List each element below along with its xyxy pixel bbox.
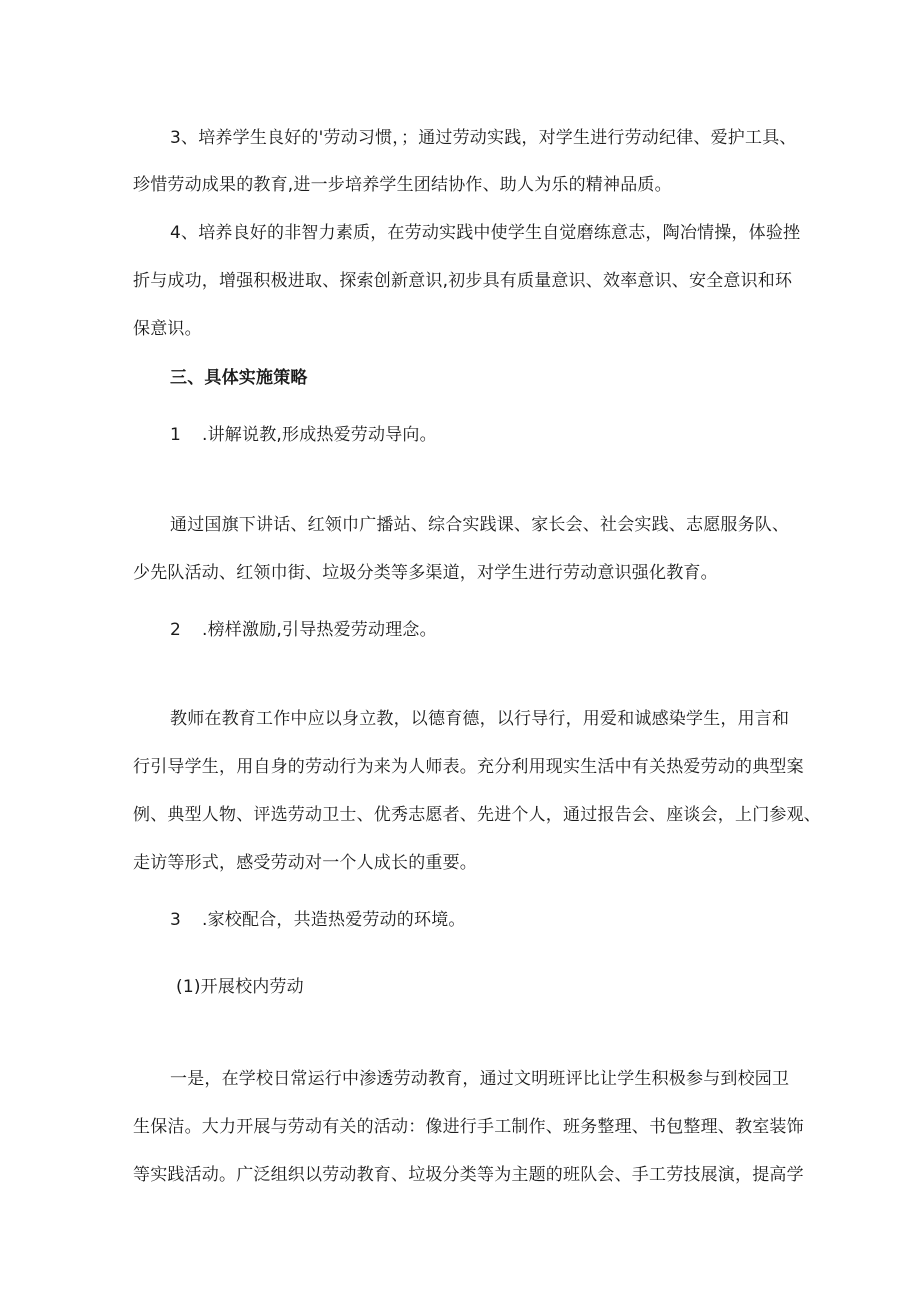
strategy-3-subtitle: (1)开展校内劳动 <box>176 977 304 997</box>
strategy-2-body-line-3: 例、典型人物、评选劳动卫士、优秀志愿者、先进个人，通过报告会、座谈会，上门参观、 <box>133 805 821 825</box>
strategy-3-body-line-2: 生保洁。大力开展与劳动有关的活动：像进行手工制作、班务整理、书包整理、教室装饰 <box>133 1117 804 1137</box>
strategy-2-title <box>170 619 840 641</box>
strategy-2-number: 2 <box>170 620 182 640</box>
strategy-2-body-line-4: 走访等形式，感受劳动对一个人成长的重要。 <box>133 853 477 873</box>
strategy-1-title <box>170 424 840 446</box>
paragraph-4-line-1: 4、培养良好的非智力素质，在劳动实践中使学生自觉磨练意志，陶冶情操，体验挫 <box>170 223 801 243</box>
strategy-3-text: .家校配合，共造热爱劳动的环境。 <box>202 910 466 930</box>
section-heading: 三、具体实施策略 <box>170 368 308 388</box>
strategy-3-body-line-1: 一是，在学校日常运行中渗透劳动教育，通过文明班评比让学生积极参与到校园卫 <box>170 1069 790 1089</box>
strategy-3-number: 3 <box>170 910 182 930</box>
strategy-3-body-line-3: 等实践活动。广泛组织以劳动教育、垃圾分类等为主题的班队会、手工劳技展演，提高学 <box>133 1165 804 1185</box>
strategy-2-text: .榜样激励,引导热爱劳动理念。 <box>202 620 437 640</box>
strategy-1-number: 1 <box>170 425 182 445</box>
paragraph-3-line-2: 珍惜劳动成果的教育,进一步培养学生团结协作、助人为乐的精神品质。 <box>133 175 672 195</box>
strategy-1-body-line-2: 少先队活动、红领巾街、垃圾分类等多渠道，对学生进行劳动意识强化教育。 <box>133 563 718 583</box>
paragraph-4-line-2: 折与成功，增强积极进取、探索创新意识,初步具有质量意识、效率意识、安全意识和环 <box>133 271 793 291</box>
strategy-2-body-line-2: 行引导学生，用自身的劳动行为来为人师表。充分利用现实生活中有关热爱劳动的典型案 <box>133 757 804 777</box>
strategy-1-text: .讲解说教,形成热爱劳动导向。 <box>202 425 437 445</box>
strategy-2-body-line-1: 教师在教育工作中应以身立教，以德育德，以行导行，用爱和诚感染学生，用言和 <box>170 709 790 729</box>
strategy-1-body-line-1: 通过国旗下讲话、红领巾广播站、综合实践课、家长会、社会实践、志愿服务队、 <box>170 515 790 535</box>
strategy-3-title <box>170 909 840 931</box>
paragraph-3-line-1: 3、培养学生良好的'劳动习惯，；通过劳动实践，对学生进行劳动纪律、爱护工具、 <box>170 128 797 148</box>
paragraph-4-line-3: 保意识。 <box>133 319 202 339</box>
